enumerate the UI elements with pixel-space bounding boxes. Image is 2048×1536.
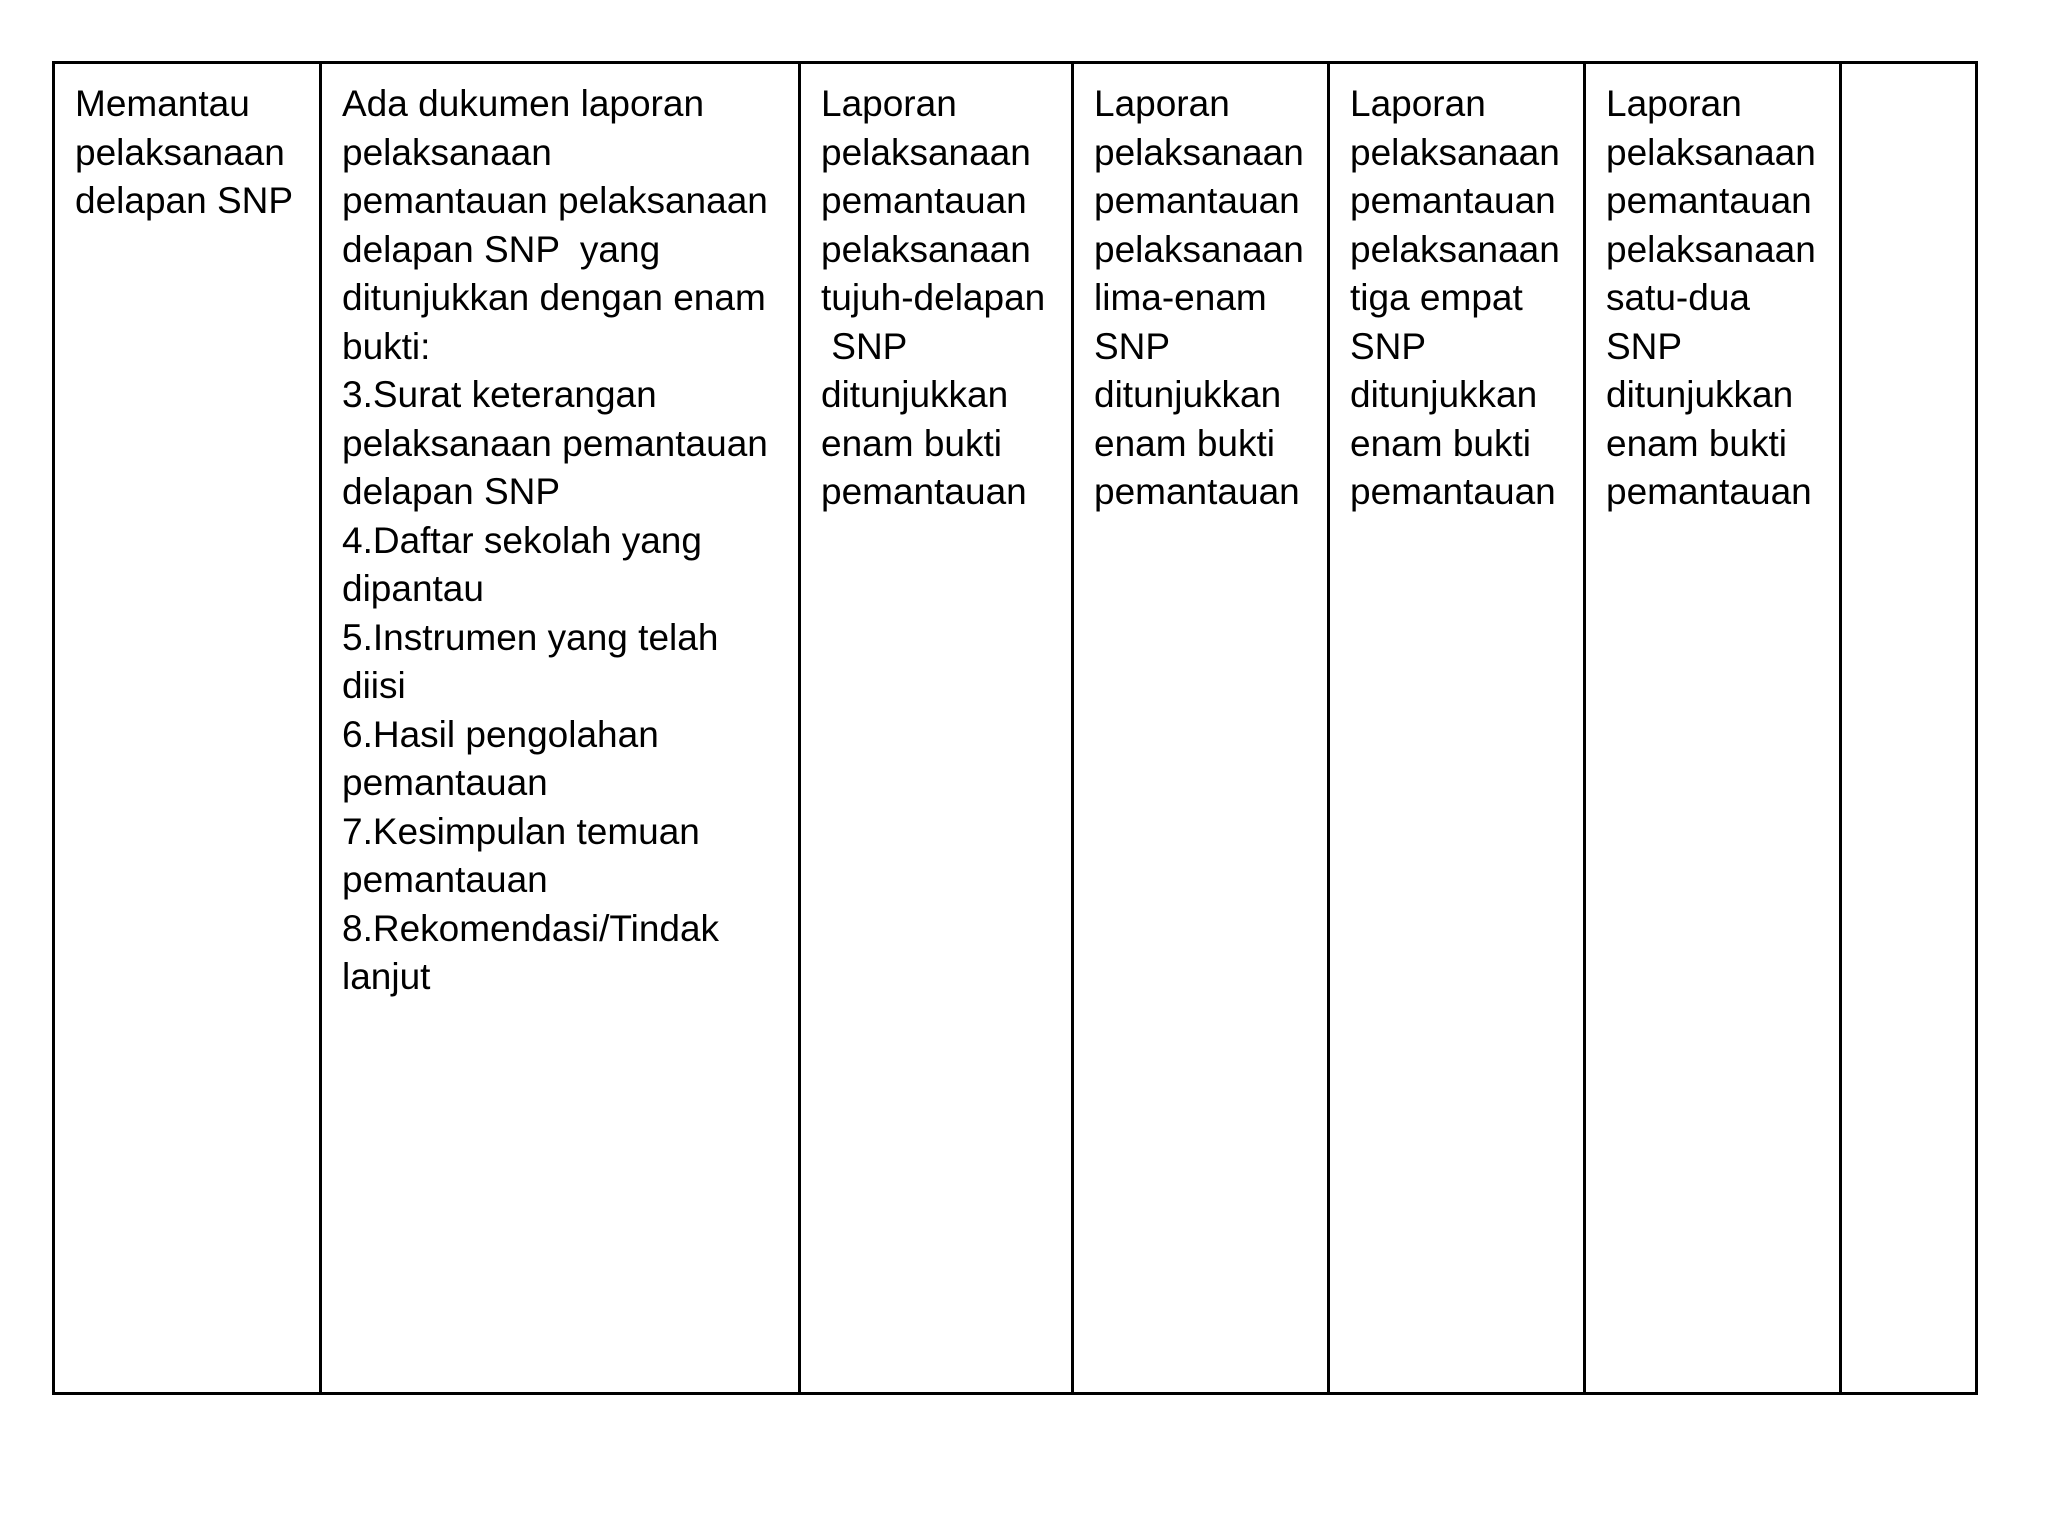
cell-text-line: pelaksanaan	[821, 131, 1031, 173]
cell-score-2	[1330, 64, 1586, 1392]
cell-text-line: pemantauan	[1094, 471, 1300, 512]
cell-text-line: Laporan	[1094, 83, 1230, 124]
cell-text-line: lanjut	[342, 956, 431, 997]
cell-text-line: 5.Instrumen yang telah	[342, 616, 719, 658]
cell-text-line: delapan SNP yang	[342, 228, 661, 270]
cell-text-line: ditunjukkan	[1606, 374, 1794, 415]
cell-text-line: pelaksanaan	[1350, 228, 1560, 270]
cell-text-line: tujuh-delapan	[821, 277, 1046, 318]
cell-text-line: Laporan	[1350, 83, 1486, 124]
cell-text-line: delapan SNP	[75, 180, 294, 221]
cell-text-line: SNP	[1350, 325, 1427, 367]
cell-text-line: ditunjukkan	[1094, 374, 1282, 415]
cell-activity	[55, 64, 322, 1392]
cell-text-line: satu-dua	[1606, 277, 1750, 318]
cell-text-line: pemantauan	[1606, 471, 1812, 512]
cell-text-line: 8.Rekomendasi/Tindak	[342, 907, 720, 949]
cell-text-line: pemantauan pelaksanaan	[342, 180, 768, 221]
cell-text-line: diisi	[342, 665, 406, 706]
cell-text-line: tiga empat	[1350, 277, 1523, 318]
cell-text-line: pelaksanaan	[1094, 228, 1304, 270]
cell-text-line: 3.Surat keterangan	[342, 374, 657, 415]
cell-text-line: ditunjukkan	[821, 374, 1009, 415]
rubric-table	[52, 61, 1978, 1395]
cell-text-line: pemantauan	[1606, 180, 1812, 221]
cell-text-line: 4.Daftar sekolah yang	[342, 519, 702, 561]
cell-text-line: Ada dukumen laporan	[342, 83, 705, 124]
cell-text-line: Laporan	[1606, 83, 1742, 124]
cell-text-line: pelaksanaan pemantauan	[342, 422, 768, 464]
cell-notes	[1842, 64, 1975, 1392]
cell-text-line: enam bukti	[1350, 422, 1531, 464]
cell-text-line: pemantauan	[821, 180, 1027, 221]
cell-text-line: enam bukti	[1606, 422, 1787, 464]
cell-text-line: ditunjukkan	[1350, 374, 1538, 415]
cell-text-line: pemantauan	[1094, 180, 1300, 221]
cell-text-line: pelaksanaan	[821, 228, 1031, 270]
cell-text-line: dipantau	[342, 568, 484, 609]
cell-text-line: enam bukti	[821, 422, 1002, 464]
cell-text-line: pelaksanaan	[75, 131, 285, 173]
cell-text-line: 7.Kesimpulan temuan	[342, 810, 700, 852]
cell-text-line: SNP	[1606, 325, 1683, 367]
cell-text-line: pelaksanaan	[1606, 131, 1816, 173]
cell-text-line: SNP	[1094, 325, 1171, 367]
cell-text-line: pelaksanaan	[342, 131, 552, 173]
cell-score-3	[1074, 64, 1330, 1392]
cell-text-line: enam bukti	[1094, 422, 1275, 464]
cell-score-4	[801, 64, 1074, 1392]
cell-text-line: pelaksanaan	[1094, 131, 1304, 173]
cell-text-line: pelaksanaan	[1350, 131, 1560, 173]
cell-text-line: lima-enam	[1094, 277, 1267, 318]
cell-text-line: pemantauan	[1350, 471, 1556, 512]
cell-text-line: ditunjukkan dengan enam	[342, 277, 766, 318]
cell-text-line: delapan SNP	[342, 471, 561, 512]
cell-text-line: 6.Hasil pengolahan	[342, 713, 659, 755]
cell-text-line: SNP	[821, 325, 908, 367]
cell-text-line: pemantauan	[1350, 180, 1556, 221]
cell-indicator	[322, 64, 801, 1392]
cell-text-line: pemantauan	[821, 471, 1027, 512]
cell-text-line: pemantauan	[342, 762, 548, 803]
cell-text-line: Memantau	[75, 83, 250, 124]
cell-text-line: pemantauan	[342, 859, 548, 900]
cell-score-1	[1586, 64, 1842, 1392]
cell-text-line: bukti:	[342, 325, 431, 367]
cell-text-line: pelaksanaan	[1606, 228, 1816, 270]
cell-text-line: Laporan	[821, 83, 957, 124]
